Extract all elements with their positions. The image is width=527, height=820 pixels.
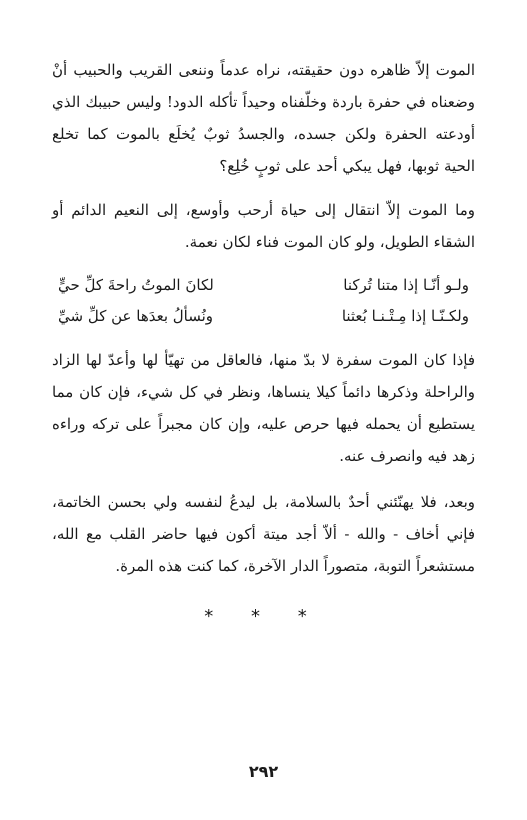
page-number: ٢٩٢ [248, 762, 279, 781]
poem-line-1-first-hemistich: ولـو أنّـا إذا متنا تُركنا [343, 276, 469, 294]
paragraph-good-ending: وبعد، فلا يهنّئني أحدٌ بالسلامة، بل ليدعُ لنفسه ولي بحسن الخاتمة، فإني أخاف - والله - ألاّ أجد ميتة أكون فيها حاضر القلب مع الله، مستشعراً التوبة، متصوراً الدار الآخرة، كما كنت هذه المرة. [52, 493, 475, 575]
poem-line-1-second-hemistich: لكانَ الموتُ راحةَ كلِّ حيٍّ [58, 276, 214, 294]
poem-verses [52, 270, 475, 332]
paragraph-death-appearance: الموت إلاّ ظاهره دون حقيقته، نراه عدماً وننعى القريب والحبيب أنْ وضعناه في حفرة باردة وخلّفناه وحيداً تأكله الدود! وليس حبيبك الذي أودعته الحفرة ولكن جسده، والجسدُ ثوبٌ يُخلَع بالموت كما تخلع الحية ثوبها، فهل يبكي أحد على ثوبٍ خُلِع؟ [52, 61, 475, 175]
poem-line-2-first-hemistich: ولكـنّـا إذا مِـتْـنـا بُعثنا [341, 307, 469, 325]
poem-line-2 [52, 301, 475, 332]
poem-line-2-second-hemistich: ونُسألُ بعدَها عن كلِّ شيِّ [58, 307, 214, 325]
poem-line-1 [52, 270, 475, 301]
paragraph-death-transition: وما الموت إلاّ انتقال إلى حياة أرحب وأوسع، إلى النعيم الدائم أو الشقاء الطويل، ولو كان الموت فناء لكان نعمة. [52, 201, 475, 251]
section-separator: * * * [204, 606, 323, 627]
paragraph-journey-preparation: فإذا كان الموت سفرة لا بدّ منها، فالعاقل من تهيّأ لها وأعدّ لها الزاد والراحلة وذكرها دائماً كيلا ينساها، ونظر في كل شيء، فإن كان مما يستطيع أن يحمله فيها حرص عليه، وإن كان مجبراً على تركه وراءه زهد فيه وانصرف عنه. [52, 351, 475, 465]
page-body [52, 54, 475, 632]
